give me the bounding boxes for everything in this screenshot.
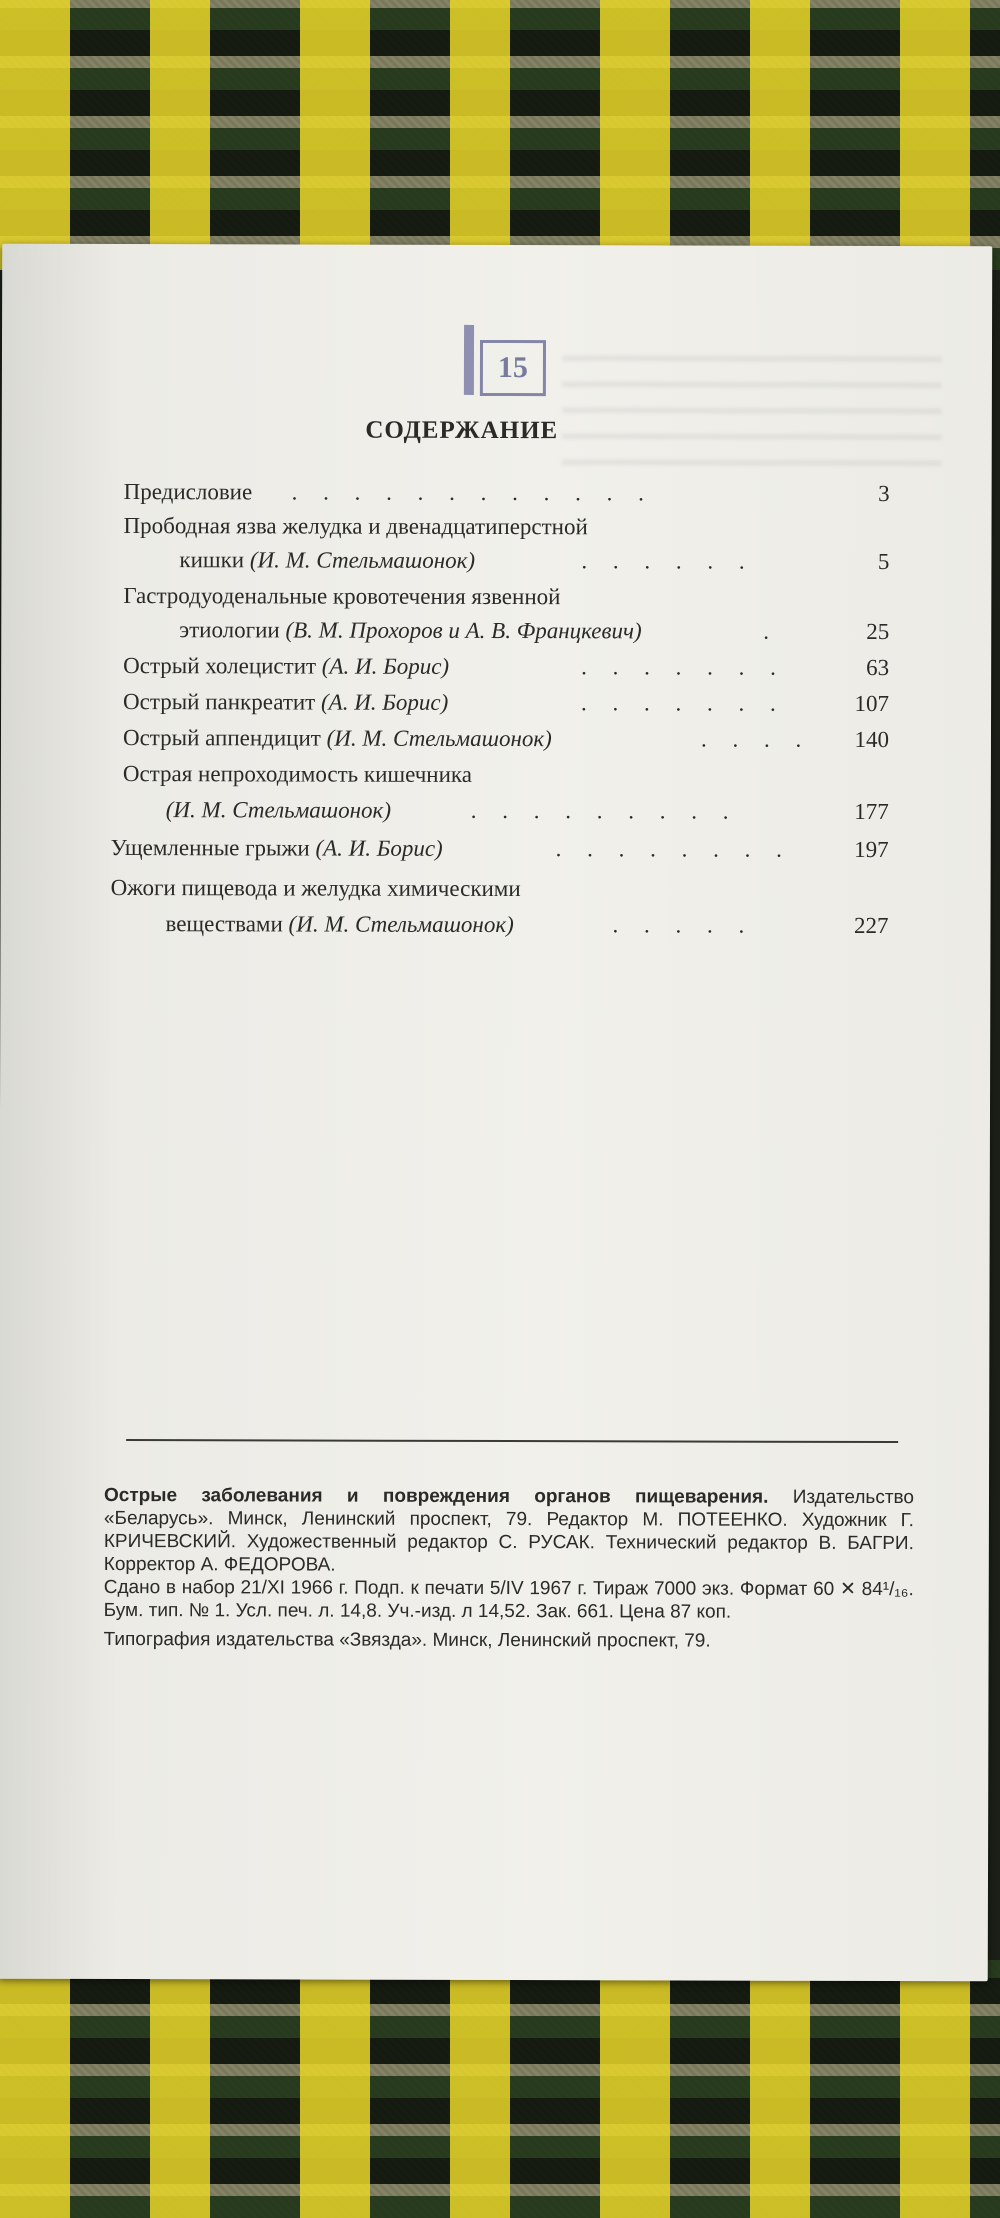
toc-item-continuation bbox=[1, 542, 991, 581]
imprint-printer: Типография издательства «Звязда». Минск, Ленинский проспект, 79. bbox=[103, 1628, 711, 1652]
imprint-book-title: Острые заболевания и повреждения органов пищеварения. bbox=[103, 1484, 769, 1508]
toc-item-title: Гастродуоденальные кровотечения язвенной bbox=[123, 583, 561, 610]
bleed-through-text bbox=[562, 345, 942, 466]
toc-item-author: (И. М. Стельмашонок) bbox=[326, 725, 552, 752]
toc-item-page: 140 bbox=[854, 726, 890, 753]
toc-item-title-cont: этиологии bbox=[179, 617, 280, 643]
imprint-block bbox=[104, 1484, 914, 1653]
toc-item bbox=[1, 578, 991, 617]
toc-item-title: Острый холецистит bbox=[123, 653, 317, 679]
toc-item bbox=[1, 870, 991, 909]
toc-title: СОДЕРЖАНИЕ bbox=[365, 416, 559, 445]
toc-item-title-cont: кишки bbox=[179, 547, 245, 573]
toc-item-continuation bbox=[1, 612, 991, 651]
toc-item-page: 177 bbox=[854, 798, 889, 825]
toc-item-author: (И. М. Стельмашонок) bbox=[288, 911, 514, 938]
leader-dots: . . . . . . . . . . . . bbox=[291, 479, 654, 506]
imprint-publisher: Издательство «Беларусь». Минск, Ленинский проспект, 79. Редактор М. ПОТЕЕНКО. Художник Г. КРИЧЕВСКИЙ. Художественный редактор С. РУСАК. Технический редактор В. БАГРИ. Корректор А. ФЕДОРОВА. bbox=[103, 1486, 915, 1576]
toc-item-continuation bbox=[1, 792, 991, 831]
toc-item-page: 197 bbox=[854, 836, 889, 863]
toc-item-author: (И. М. Стельмашонок) bbox=[165, 797, 392, 823]
imprint-publisher-para bbox=[104, 1484, 914, 1578]
toc-item-title: Острая непроходимость кишечника bbox=[122, 761, 473, 787]
toc-item bbox=[1, 720, 991, 759]
leader-dots: . . . . . . . . bbox=[555, 836, 792, 862]
leader-dots: . bbox=[763, 618, 780, 644]
toc-item bbox=[1, 830, 991, 869]
toc-item-author: (И. М. Стельмашонок) bbox=[249, 547, 476, 573]
ink-stamp-bar bbox=[464, 325, 474, 395]
library-stamp: 15 bbox=[480, 340, 546, 396]
toc-item bbox=[2, 474, 992, 513]
toc-item-page: 107 bbox=[854, 690, 890, 717]
leader-dots: . . . . bbox=[700, 726, 812, 752]
toc-item-page: 63 bbox=[866, 654, 890, 681]
leader-dots: . . . . . . . . . bbox=[470, 797, 739, 824]
leader-dots: . . . . . . . bbox=[581, 690, 786, 716]
toc-item-author: (А. И. Борис) bbox=[321, 653, 450, 679]
leader-dots: . . . . . bbox=[612, 912, 755, 938]
toc-item-page: 227 bbox=[853, 912, 889, 939]
book-page bbox=[0, 244, 992, 1982]
imprint-print-data: Сдано в набор 21/XI 1966 г. Подп. к печати 5/IV 1967 г. Тираж 7000 экз. Формат 60 ✕ 84¹/₁₆. Бум. тип. № 1. Усл. печ. л. 14,8. Уч.-изд. л 14,52. Зак. 661. Цена 87 коп. bbox=[103, 1576, 914, 1623]
toc-item bbox=[1, 684, 991, 723]
toc-item-author: (А. И. Борис) bbox=[320, 689, 449, 715]
toc-item bbox=[1, 648, 991, 687]
toc-item-page: 25 bbox=[866, 618, 890, 645]
toc-item bbox=[1, 756, 991, 795]
toc-item bbox=[1, 508, 991, 547]
fabric-background-bottom bbox=[0, 1960, 1000, 2218]
toc-item-page: 3 bbox=[878, 481, 890, 507]
toc-item-author: (А. И. Борис) bbox=[315, 835, 443, 861]
leader-dots: . . . . . . bbox=[581, 548, 755, 574]
leader-dots: . . . . . . . bbox=[581, 654, 786, 680]
toc-item-title-cont: веществами bbox=[165, 911, 283, 937]
toc-item-title: Ущемленные грыжи bbox=[110, 834, 310, 861]
toc-item-author: (В. М. Прохоров и А. В. Францкевич) bbox=[285, 617, 642, 644]
toc-item-title: Прободная язва желудка и двенадцатиперстной bbox=[123, 513, 588, 540]
toc-item-page: 5 bbox=[877, 549, 890, 575]
fabric-background-top bbox=[0, 0, 1000, 270]
toc-item-title: Острый аппендицит bbox=[122, 725, 321, 751]
toc-item-continuation bbox=[0, 906, 990, 945]
divider-rule bbox=[126, 1439, 898, 1443]
toc-item-title: Предисловие bbox=[123, 479, 253, 505]
toc-item-title: Острый панкреатит bbox=[123, 689, 316, 715]
toc-item-title: Ожоги пищевода и желудка химическими bbox=[110, 874, 521, 902]
